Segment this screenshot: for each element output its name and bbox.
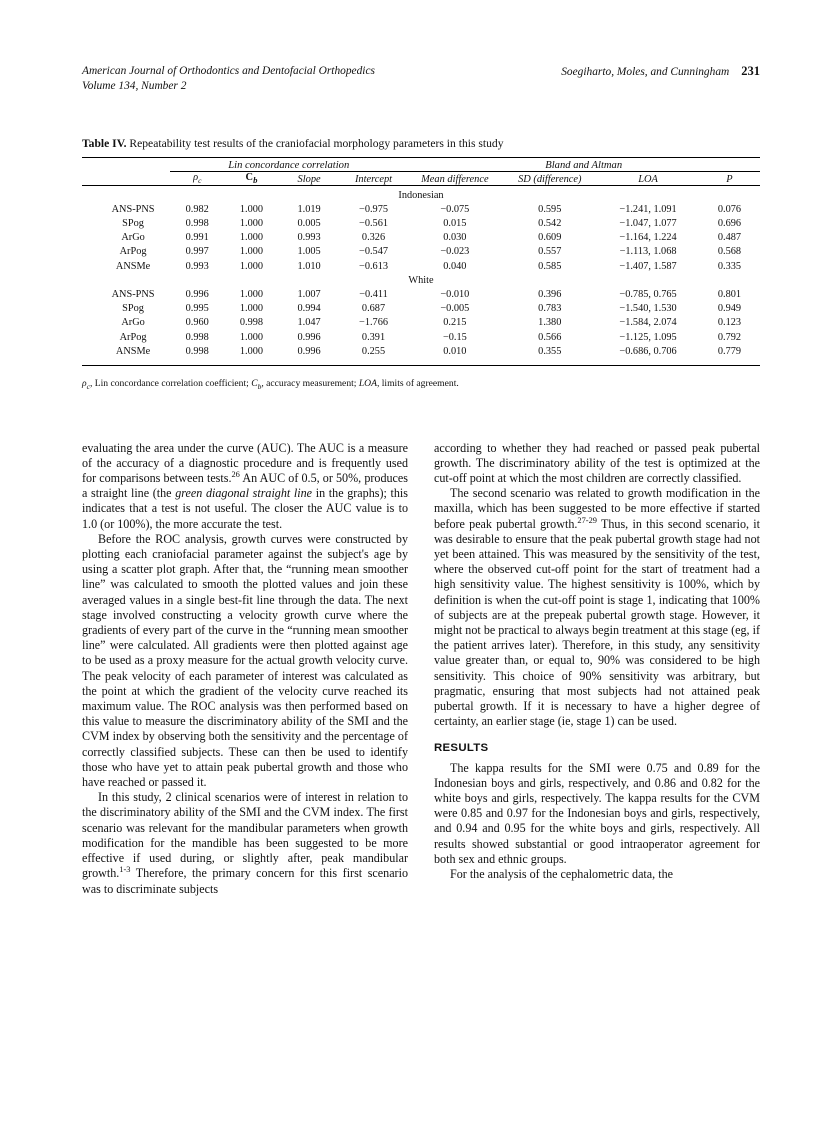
table-group-header-row bbox=[82, 160, 760, 172]
cell: −0.547 bbox=[359, 246, 388, 258]
cell: 1.000 bbox=[239, 303, 264, 315]
cell: −1.164, 1.224 bbox=[619, 232, 677, 244]
cell: −0.561 bbox=[359, 218, 388, 230]
row-label: SPog bbox=[122, 218, 144, 230]
cell: 0.076 bbox=[717, 203, 742, 215]
cell: 0.335 bbox=[717, 260, 742, 272]
section-name: Indonesian bbox=[398, 189, 444, 201]
cell: 0.996 bbox=[297, 331, 321, 343]
col-header-intercept: Intercept bbox=[354, 174, 393, 186]
cell: 0.993 bbox=[297, 232, 321, 244]
row-label: ANSMe bbox=[115, 345, 151, 357]
cell: −1.241, 1.091 bbox=[619, 203, 677, 215]
cell: 0.123 bbox=[717, 317, 742, 329]
cell: 0.801 bbox=[717, 288, 742, 300]
cell: 1.000 bbox=[239, 345, 264, 357]
col-header-rho-c: $\rho_c$ bbox=[193, 172, 202, 186]
running-head bbox=[82, 64, 760, 93]
table-row bbox=[82, 302, 760, 316]
cell: 0.005 bbox=[297, 218, 321, 230]
cell: −0.411 bbox=[359, 288, 388, 300]
paragraph: according to whether they had reached or passed peak pubertal growth. The discriminatory ability of the test is optimized at the cut-off point at which the most children are correctly classified. bbox=[434, 440, 760, 486]
row-label: ArPog bbox=[119, 331, 147, 343]
cell: 0.355 bbox=[538, 345, 562, 357]
cell: 0.215 bbox=[443, 317, 467, 329]
cell: −1.047, 1.077 bbox=[619, 218, 677, 230]
cell: −1.540, 1.530 bbox=[619, 303, 677, 315]
cell: 1.000 bbox=[239, 288, 264, 300]
body-columns bbox=[82, 441, 760, 897]
table-row bbox=[82, 316, 760, 330]
cell: −0.005 bbox=[440, 303, 470, 315]
cell: 0.783 bbox=[538, 303, 562, 315]
row-label: ArGo bbox=[121, 232, 145, 244]
group-header-blank bbox=[82, 160, 170, 172]
cell: 0.566 bbox=[538, 331, 562, 343]
cell: 0.696 bbox=[717, 218, 742, 230]
table-row bbox=[82, 287, 760, 301]
col-header-blank bbox=[82, 172, 170, 186]
cell: −1.125, 1.095 bbox=[619, 331, 677, 343]
cell: 1.019 bbox=[297, 203, 321, 215]
cell: −0.010 bbox=[440, 288, 470, 300]
row-label: ANS-PNS bbox=[111, 288, 155, 300]
cell: 1.380 bbox=[538, 317, 562, 329]
table-row bbox=[82, 344, 760, 358]
row-label: ArPog bbox=[119, 246, 147, 258]
cell: 0.487 bbox=[717, 232, 742, 244]
cell: −0.15 bbox=[442, 331, 467, 343]
cell: 0.997 bbox=[185, 246, 209, 258]
paragraph: In this study, 2 clinical scenarios were of interest in relation to the discriminatory ability of the SMI and the CVM index. The first scenario was relevant for the mandibular parameters when growth modification for the mandible has been suggested to be more effective if used during, or slightly after, peak mandibular growth.$^{1-3}$ Therefore, the primary concern for this first scenario was to discriminate subjects bbox=[82, 790, 408, 896]
cell: 1.000 bbox=[239, 260, 264, 272]
row-label: ANS-PNS bbox=[111, 203, 155, 215]
col-header-slope: Slope bbox=[297, 174, 321, 186]
cell: 0.030 bbox=[443, 232, 467, 244]
group-header-bland: Bland and Altman bbox=[407, 160, 760, 172]
cell: 1.000 bbox=[239, 331, 264, 343]
cell: 0.557 bbox=[538, 246, 562, 258]
cell: 0.585 bbox=[538, 260, 562, 272]
cell: 1.047 bbox=[297, 317, 321, 329]
cell: 1.010 bbox=[297, 260, 321, 272]
cell: 0.982 bbox=[185, 203, 209, 215]
page-number: 231 bbox=[741, 64, 760, 78]
section-name: White bbox=[408, 274, 434, 286]
col-header-mean-difference: Mean difference bbox=[421, 174, 489, 186]
section-heading-results: RESULTS bbox=[434, 742, 489, 755]
cell: 0.998 bbox=[185, 331, 209, 343]
table-block bbox=[82, 137, 760, 393]
cell: 0.995 bbox=[185, 303, 209, 315]
cell: −0.785, 0.765 bbox=[619, 288, 677, 300]
table-row bbox=[82, 259, 760, 273]
table-row bbox=[82, 330, 760, 344]
cell: 0.792 bbox=[717, 331, 742, 343]
cell: 0.993 bbox=[185, 260, 209, 272]
table-row bbox=[82, 231, 760, 245]
col-header-sd-difference: SD (difference) bbox=[518, 174, 582, 186]
table-caption bbox=[82, 137, 760, 150]
cell: 0.991 bbox=[185, 232, 209, 244]
cell: 0.326 bbox=[361, 232, 386, 244]
cell: 0.015 bbox=[443, 218, 467, 230]
table-row bbox=[82, 245, 760, 259]
row-label: SPog bbox=[122, 303, 144, 315]
paragraph: Before the ROC analysis, growth curves were constructed by plotting each craniofacial parameter against the subject's age by using a scatter plot graph. After that, the “running mean smoother line” was calculated to smooth the plotted values and join these averaged values in a single best-fit line through the data. The next stage involved constructing a velocity growth curve where the gradients of every part of the curve in the “running mean smoother line” were calculated. All gradients were then plotted against age to be used as a proxy measure for the actual growth velocity curve. The peak velocity of each parameter of interest was calculated as the point at which the gradient of the velocity curve reached its maximum value. The ROC analysis was then performed based on this value to measure the discriminatory ability of the SMI and the CVM index by observing both the sensitivity and the percentage of correctly classified subjects. These can then be used to identify those who have yet to attain peak pubertal growth and those who have reached or passed it. bbox=[82, 531, 408, 790]
cell: −1.407, 1.587 bbox=[619, 260, 677, 272]
cell: 0.542 bbox=[538, 218, 562, 230]
cell: 1.000 bbox=[239, 218, 264, 230]
table-section-indonesian bbox=[82, 188, 760, 273]
cell: −0.613 bbox=[359, 260, 388, 272]
table-number: Table IV. bbox=[82, 137, 127, 150]
cell: 0.687 bbox=[361, 303, 386, 315]
row-label: ANSMe bbox=[115, 260, 151, 272]
cell: 0.998 bbox=[239, 317, 264, 329]
cell: −0.975 bbox=[359, 203, 388, 215]
cell: 0.255 bbox=[361, 345, 386, 357]
group-header-lin: Lin concordance correlation bbox=[170, 160, 407, 172]
col-header-cb: $C_b$ bbox=[245, 172, 258, 186]
cell: −0.686, 0.706 bbox=[619, 345, 677, 357]
cell: 1.005 bbox=[297, 246, 321, 258]
cell: 1.007 bbox=[297, 288, 321, 300]
cell: 0.996 bbox=[185, 288, 209, 300]
cell: 0.595 bbox=[538, 203, 562, 215]
cell: 0.779 bbox=[717, 345, 742, 357]
paragraph: For the analysis of the cephalometric data, the bbox=[450, 867, 673, 882]
right-column bbox=[434, 441, 760, 897]
table-section-white bbox=[82, 273, 760, 371]
cell: 1.000 bbox=[239, 203, 264, 215]
cell: 0.391 bbox=[361, 331, 386, 343]
section-label-row bbox=[82, 188, 760, 202]
cell: 0.949 bbox=[717, 303, 742, 315]
cell: 0.040 bbox=[443, 260, 467, 272]
cell: 0.010 bbox=[443, 345, 467, 357]
table-footnote: $\rho_c$, Lin concordance correlation coefficient; $C_b$, accuracy measurement; LOA, limits of agreement. bbox=[82, 377, 459, 391]
cell: 0.994 bbox=[297, 303, 321, 315]
section-label-row bbox=[82, 273, 760, 287]
table-caption-text: Repeatability test results of the craniofacial morphology parameters in this study bbox=[129, 137, 504, 150]
cell: 0.396 bbox=[538, 288, 562, 300]
cell: 0.960 bbox=[185, 317, 209, 329]
row-label: ArGo bbox=[121, 317, 145, 329]
cell: −0.023 bbox=[440, 246, 470, 258]
paragraph: The second scenario was related to growth modification in the maxilla, which has been suggested to be more effective if started before peak pubertal growth.$^{27-29}$ Thus, in this second scenario, it was desirable to ensure that the peak pubertal growth stage had not yet been attained. This was measured by the sensitivity of the test, where the observed cut-off point for the start of treatment had a high sensitivity value. The highest sensitivity is 100%, which by definition is when the cut-off point is stage 1, indicating that 100% of subjects are at the prepeak pubertal growth stage. However, it might not be practical to always begin treatment at this stage (eg, if the patient arrives later). Therefore, in this study, any sensitivity value greater than, or equal to, 90% was considered to be high sensitivity. This choice of 90% sensitivity was arbitrary, but pragmatic, ensuring that most subjects had not attained peak pubertal growth. If it is necessary to have a higher degree of certainty, an earlier stage (ie, stage 1) can be used. bbox=[434, 486, 760, 729]
cell: 1.000 bbox=[239, 246, 264, 258]
cell: −1.584, 2.074 bbox=[619, 317, 677, 329]
cell: −1.113, 1.068 bbox=[619, 246, 677, 258]
cell: −1.766 bbox=[359, 317, 388, 329]
left-column bbox=[82, 441, 408, 897]
cell: 0.998 bbox=[185, 345, 209, 357]
authors-line: Soegiharto, Moles, and Cunningham bbox=[561, 66, 730, 78]
running-head-right bbox=[561, 64, 760, 79]
cell: 1.000 bbox=[239, 232, 264, 244]
journal-volume: Volume 134, Number 2 bbox=[82, 79, 187, 92]
journal-info bbox=[82, 64, 375, 93]
col-header-p: P bbox=[726, 174, 733, 186]
cell: 0.996 bbox=[297, 345, 321, 357]
paragraph: The kappa results for the SMI were 0.75 and 0.89 for the Indonesian boys and girls, respectively, and 0.86 and 0.82 for the white boys and girls, respectively. The kappa results for the CVM were 0.85 and 0.97 for the Indonesian boys and girls, respectively, and 0.94 and 0.95 for the white boys and girls, respectively. All results showed substantial or good intraoperator agreement for both sex and ethnic groups. bbox=[434, 760, 760, 866]
table-row bbox=[82, 216, 760, 230]
repeatability-table bbox=[82, 157, 760, 371]
col-header-loa: LOA bbox=[638, 174, 658, 186]
journal-title: American Journal of Orthodontics and Dentofacial Orthopedics bbox=[82, 65, 375, 77]
cell: −0.075 bbox=[440, 203, 470, 215]
table-column-header-row bbox=[82, 172, 760, 186]
cell: 0.568 bbox=[717, 246, 742, 258]
table-row bbox=[82, 202, 760, 216]
cell: 0.609 bbox=[538, 232, 562, 244]
paragraph: evaluating the area under the curve (AUC). The AUC is a measure of the accuracy of a diagnostic procedure and is frequently used for comparisons between tests.$^{26}$ An AUC of 0.5, or 50%, produces a straight line (the green diagonal straight line in the graphs); this indicates that a test is not useful. The closer the AUC value is to 1.0 (or 100%), the more accurate the test. bbox=[82, 440, 408, 531]
cell: 0.998 bbox=[185, 218, 209, 230]
